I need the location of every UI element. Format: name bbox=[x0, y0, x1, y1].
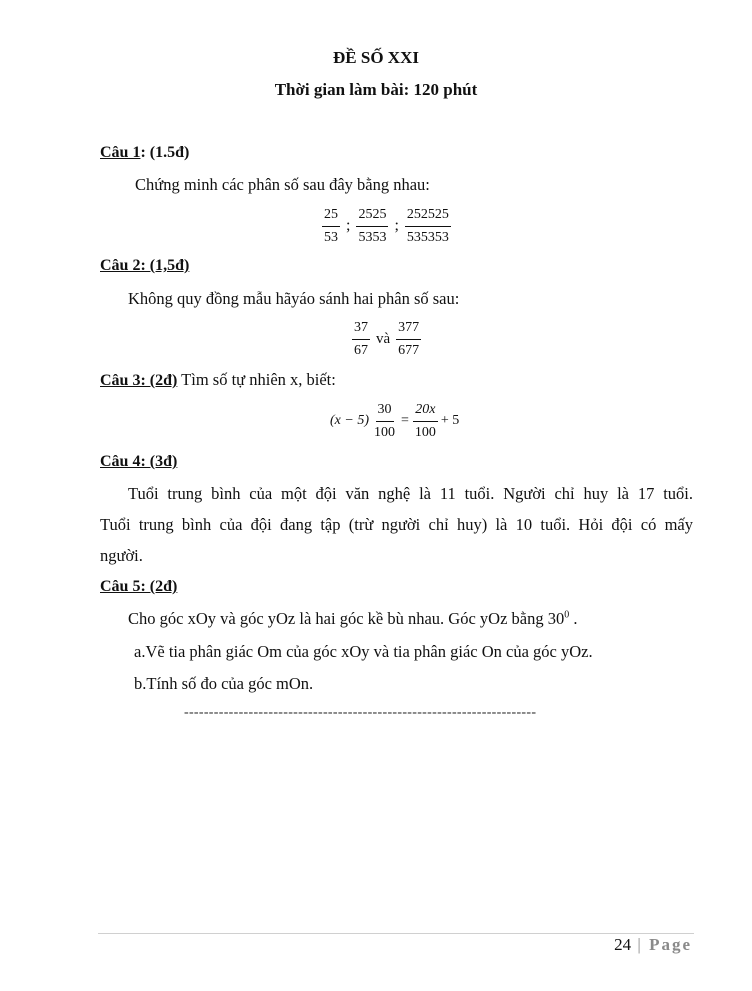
time-limit: Thời gian làm bài: 120 phút bbox=[274, 80, 478, 99]
fraction-b: $\frac{377}{677}$ bbox=[398, 320, 420, 358]
fraction-3: $\frac{252525}{535353}$ bbox=[406, 207, 449, 245]
question-4-line-2: Tuổi trung bình của đội đang tập (trừ người chỉ huy) là 10 tuổi. Hỏi đội có mấy bbox=[100, 515, 693, 534]
question-1-text: Chứng minh các phân số sau đây bằng nhau: bbox=[135, 175, 430, 194]
question-5-part-a: a.Vẽ tia phân giác Om của góc xOy và tia phân giác On của góc yOz. bbox=[134, 642, 593, 661]
question-3-heading bbox=[100, 370, 336, 390]
question-5-label: Câu 5: (2đ) bbox=[100, 578, 178, 595]
question-1-fractions bbox=[322, 206, 451, 246]
question-3-equation bbox=[330, 401, 459, 441]
question-1-heading bbox=[100, 144, 189, 162]
question-4-line-3: người. bbox=[100, 546, 143, 565]
question-1-label: Câu 1 bbox=[100, 144, 141, 161]
fraction-1: $\frac{25}{53}$ bbox=[324, 207, 338, 245]
fraction-2: $\frac{2525}{5353}$ bbox=[358, 207, 387, 245]
fraction-a: $\frac{37}{67}$ bbox=[354, 320, 368, 358]
end-divider: ----------------------------------------------------------------------- bbox=[184, 705, 537, 720]
question-2-text: Không quy đồng mẫu hãyáo sánh hai phân số sau: bbox=[128, 289, 460, 308]
equation-left: (x − 5) bbox=[330, 413, 369, 428]
question-5-heading bbox=[100, 578, 177, 596]
separator: ; bbox=[394, 217, 399, 234]
footer-separator: | bbox=[631, 935, 650, 954]
question-5-line-1: Cho góc xOy và góc yOz là hai góc kề bù nhau. Góc yOz bằng $30^0$ . bbox=[128, 609, 578, 628]
question-4-label: Câu 4: (3đ) bbox=[100, 453, 178, 470]
question-2-heading bbox=[100, 257, 189, 275]
separator: ; bbox=[346, 217, 351, 234]
question-4-line-1: Tuổi trung bình của một đội văn nghệ là 11 tuổi. Người chỉ huy là 17 tuổi. bbox=[128, 484, 693, 503]
question-3-label: Câu 3: (2đ) bbox=[100, 372, 178, 389]
page-footer bbox=[614, 935, 692, 955]
question-5-part-b: b.Tính số đo của góc mOn. bbox=[134, 674, 314, 693]
equation-tail: + 5 bbox=[440, 413, 460, 428]
question-2-fractions bbox=[352, 319, 421, 359]
question-1-points: : (1.5đ) bbox=[140, 144, 190, 161]
equation-fraction-a: $\frac{30}{100}$ bbox=[374, 402, 395, 440]
question-2-label: Câu 2: (1,5đ) bbox=[100, 257, 190, 274]
connector-text: và bbox=[376, 330, 391, 347]
footer-rule bbox=[98, 933, 694, 934]
equals-sign: = bbox=[401, 413, 409, 428]
page-number: 24 bbox=[614, 935, 632, 954]
page-word: Page bbox=[649, 935, 692, 954]
degree-superscript: 0 bbox=[564, 609, 570, 621]
page-title: ĐỀ SỐ XXI bbox=[333, 48, 419, 67]
equation-fraction-b: $\frac{20x}{100}$ bbox=[414, 402, 436, 440]
question-4-heading bbox=[100, 453, 177, 471]
question-3-text: Tìm số tự nhiên x, biết: bbox=[177, 370, 336, 389]
